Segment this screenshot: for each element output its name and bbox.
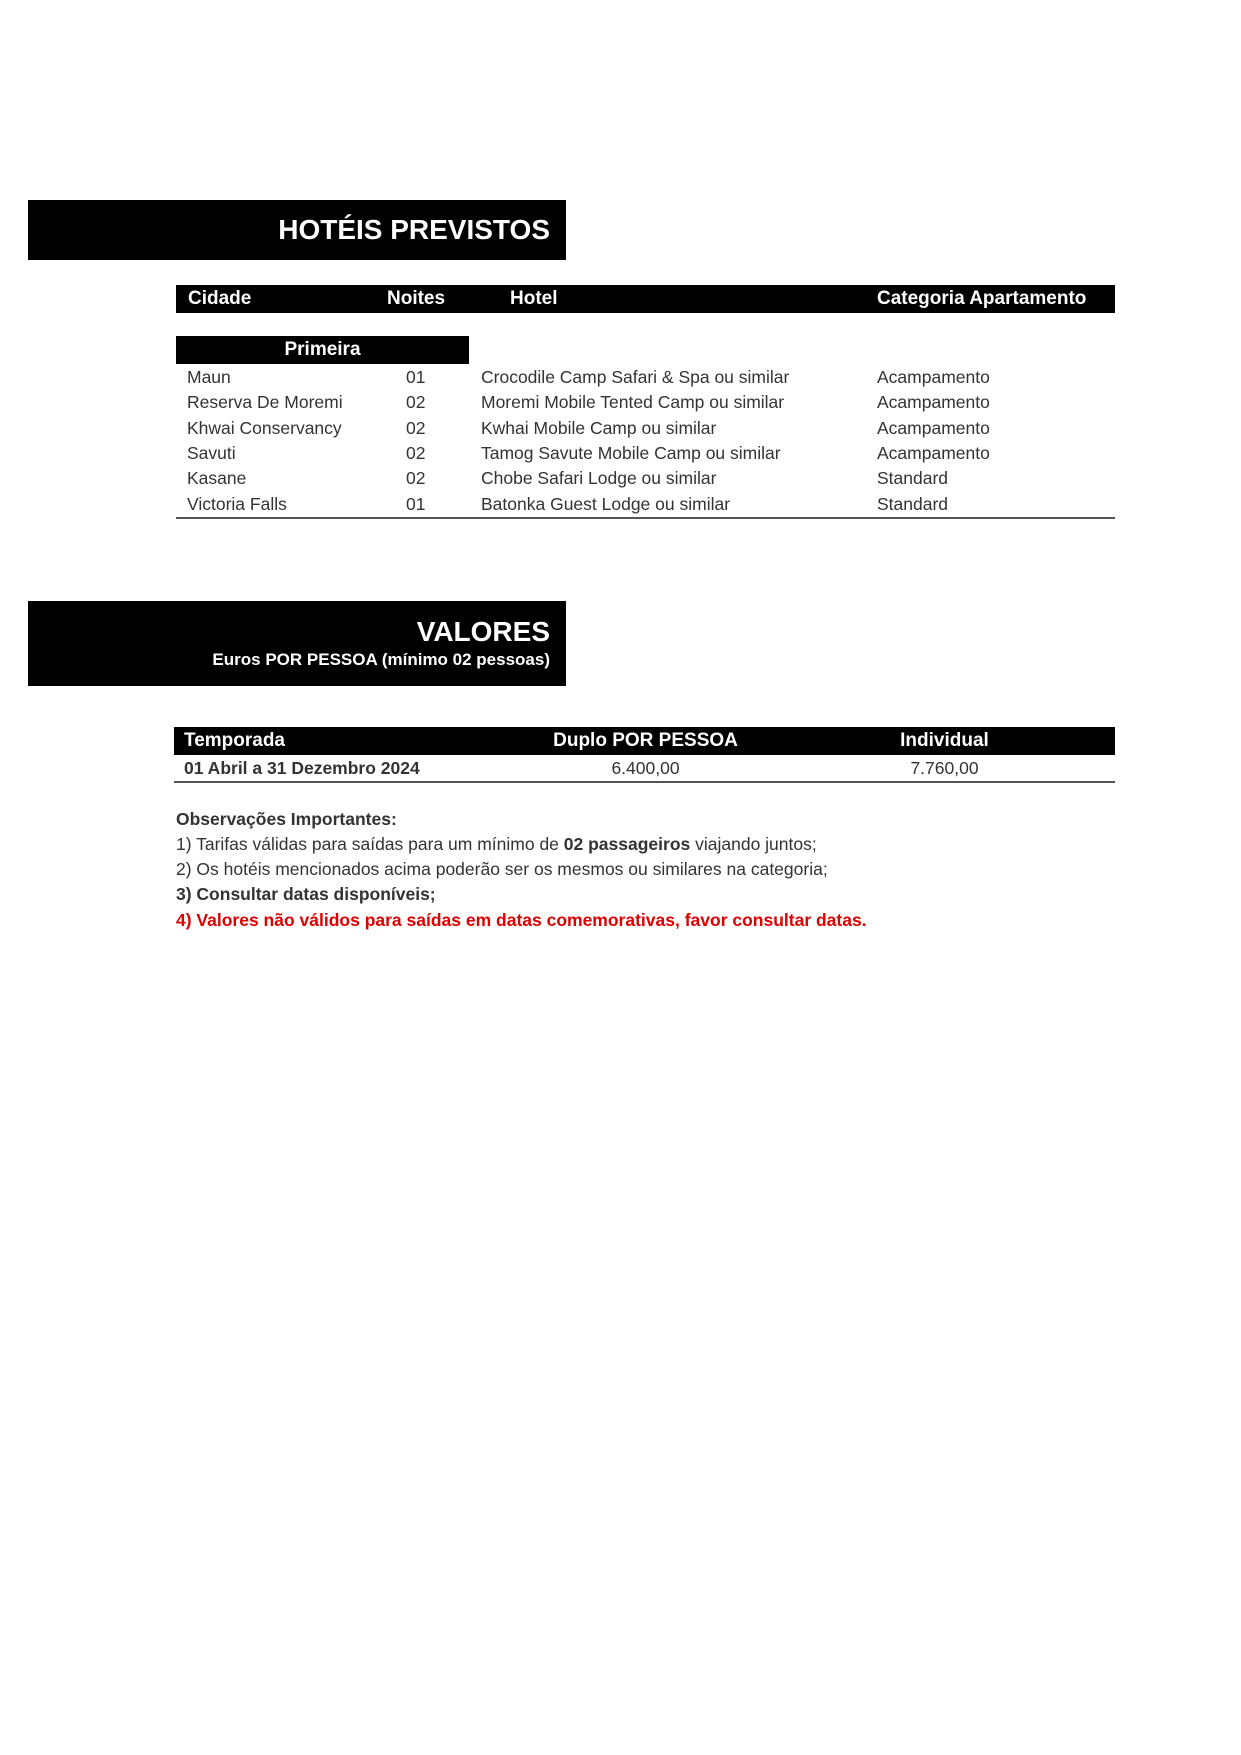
row-category: Acampamento [877, 392, 990, 413]
row-nights: 02 [406, 417, 426, 438]
row-city: Reserva De Moremi [187, 392, 343, 413]
row-hotel: Crocodile Camp Safari & Spa ou similar [481, 367, 790, 387]
header-single: Individual [900, 730, 989, 751]
note-3: 3) Consultar datas disponíveis; [176, 884, 436, 904]
row-nights: 02 [406, 392, 426, 413]
note-2: 2) Os hotéis mencionados acima poderão ser os mesmos ou similares na categoria; [176, 859, 828, 879]
row-city: Victoria Falls [187, 493, 287, 514]
row-city: Maun [187, 367, 231, 387]
row-hotel: Moremi Mobile Tented Camp ou similar [481, 392, 785, 413]
header-hotel: Hotel [510, 288, 558, 309]
prices-banner [28, 601, 566, 686]
row-hotel: Kwhai Mobile Camp ou similar [481, 417, 717, 438]
price-single: 7.760,00 [910, 758, 979, 778]
row-nights: 01 [406, 367, 426, 387]
prices-subtitle: Euros POR PESSOA (mínimo 02 pessoas) [212, 650, 550, 669]
row-nights: 02 [406, 442, 426, 463]
note-1 [176, 832, 817, 858]
row-hotel: Chobe Safari Lodge ou similar [481, 468, 717, 489]
prices-table-bottom-rule [174, 781, 1115, 783]
row-city: Khwai Conservancy [187, 417, 342, 438]
row-category: Standard [877, 493, 949, 514]
note-1-end: viajando juntos; [690, 834, 817, 854]
price-season: 01 Abril a 31 Dezembro 2024 [184, 758, 420, 778]
hotels-banner [28, 200, 566, 260]
row-hotel: Batonka Guest Lodge ou similar [481, 493, 731, 514]
header-season: Temporada [184, 730, 286, 751]
group-label [176, 336, 469, 364]
row-category: Acampamento [877, 417, 990, 438]
header-nights: Noites [387, 288, 446, 309]
row-city: Savuti [187, 442, 236, 463]
header-city: Cidade [188, 288, 252, 309]
hotels-title: HOTÉIS PREVISTOS [278, 214, 550, 245]
header-double: Duplo POR PESSOA [553, 730, 738, 751]
row-city: Kasane [187, 468, 247, 489]
header-category: Categoria Apartamento [877, 288, 1087, 309]
row-category: Acampamento [877, 367, 990, 387]
price-double: 6.400,00 [611, 758, 680, 778]
prices-table-header [174, 727, 1115, 755]
prices-title: VALORES [416, 616, 550, 647]
row-nights: 02 [406, 468, 426, 489]
row-category: Acampamento [877, 442, 990, 463]
note-4: 4) Valores não válidos para saídas em datas comemorativas, favor consultar datas. [176, 910, 867, 930]
group-label-text: Primeira [284, 339, 361, 360]
row-category: Standard [877, 468, 949, 489]
hotels-table-bottom-rule [176, 517, 1115, 519]
row-nights: 01 [406, 493, 426, 514]
hotels-table-header [176, 285, 1115, 313]
notes-title: Observações Importantes: [176, 809, 397, 829]
row-hotel: Tamog Savute Mobile Camp ou similar [481, 442, 781, 463]
note-1-text: 1) Tarifas válidas para saídas para um mínimo de [176, 834, 564, 854]
note-1-bold: 02 passageiros [563, 834, 691, 854]
